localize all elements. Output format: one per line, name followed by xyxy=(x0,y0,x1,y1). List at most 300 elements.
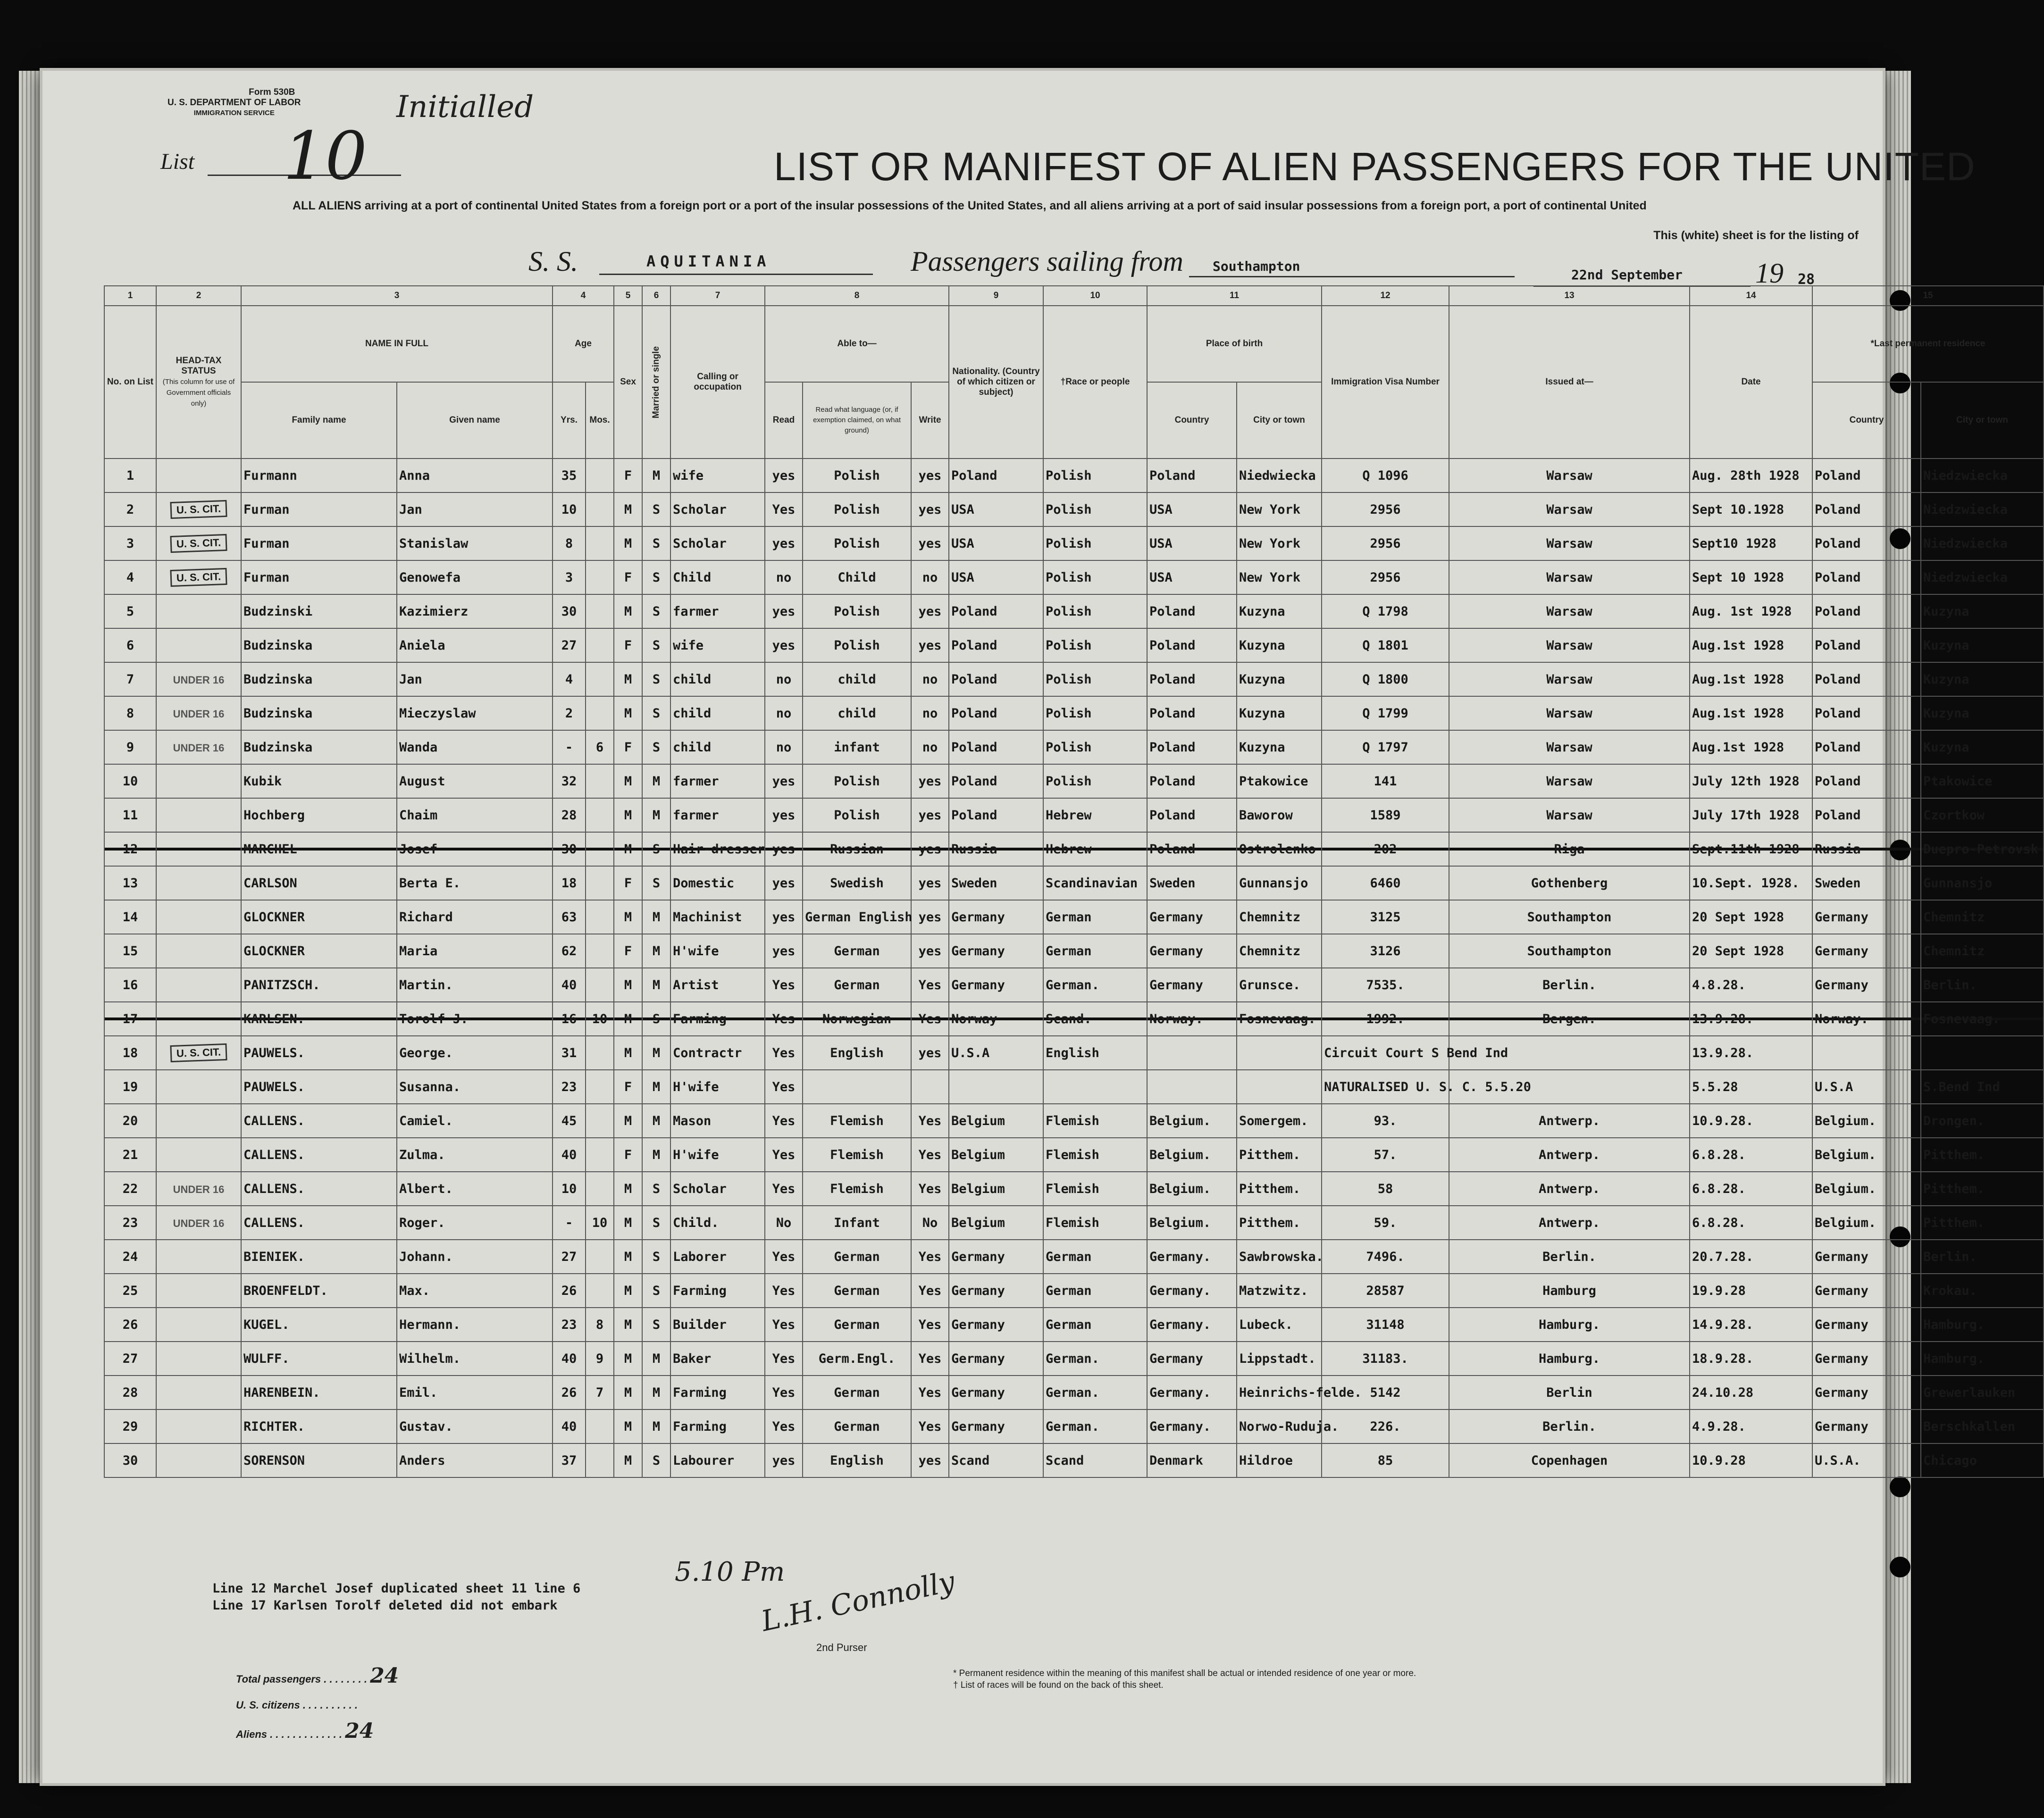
race: Hebrew xyxy=(1043,832,1147,866)
visa-date: 13.9.28. xyxy=(1690,1036,1812,1070)
can-read: Yes xyxy=(765,968,803,1002)
passenger-row xyxy=(104,1002,2044,1036)
col-age: Age xyxy=(553,306,614,382)
can-write: Yes xyxy=(911,1172,949,1206)
can-write: Yes xyxy=(911,1240,949,1274)
age-months: 9 xyxy=(586,1342,614,1376)
age-years: 45 xyxy=(553,1104,586,1138)
can-read: Yes xyxy=(765,1342,803,1376)
residence-city: Ptakowice xyxy=(1921,764,2044,798)
age-months xyxy=(586,968,614,1002)
age-months xyxy=(586,662,614,696)
passenger-row xyxy=(104,1138,2044,1172)
sex: M xyxy=(614,662,642,696)
given-name: Jan xyxy=(397,662,553,696)
marital-status: M xyxy=(642,798,670,832)
age-years: 40 xyxy=(553,1342,586,1376)
nationality: USA xyxy=(949,560,1043,594)
us-citizen-stamp: U. S. CIT. xyxy=(170,534,227,553)
birth-city: Ostrolenko xyxy=(1237,832,1322,866)
birth-city: Kuzyna xyxy=(1237,696,1322,730)
birth-country: Poland xyxy=(1147,764,1237,798)
marital-status: M xyxy=(642,1376,670,1409)
can-write: no xyxy=(911,560,949,594)
residence-city: Pitthem. xyxy=(1921,1206,2044,1240)
visa-date: 10.9.28 xyxy=(1690,1443,1812,1477)
nationality: Poland xyxy=(949,594,1043,628)
birth-city: Matzwitz. xyxy=(1237,1274,1322,1308)
head-tax-status xyxy=(156,1240,241,1274)
age-years: 62 xyxy=(553,934,586,968)
race: Polish xyxy=(1043,459,1147,492)
line-number: 22 xyxy=(104,1172,156,1206)
race xyxy=(1043,1070,1147,1104)
head-tax-status xyxy=(156,526,241,560)
can-read: Yes xyxy=(765,1409,803,1443)
under-16-stamp: UNDER 16 xyxy=(173,1217,225,1229)
birth-country: Germany. xyxy=(1147,1376,1237,1409)
head-tax-status xyxy=(156,696,241,730)
visa-number: 1992. xyxy=(1322,1002,1449,1036)
read-language: child xyxy=(803,696,911,730)
family-name: CALLENS. xyxy=(241,1104,397,1138)
sex: M xyxy=(614,764,642,798)
birth-country: Germany xyxy=(1147,968,1237,1002)
read-language: German xyxy=(803,1274,911,1308)
line-number: 4 xyxy=(104,560,156,594)
can-read: no xyxy=(765,696,803,730)
age-years: 35 xyxy=(553,459,586,492)
residence-country: Poland xyxy=(1812,560,1921,594)
visa-date: July 17th 1928 xyxy=(1690,798,1812,832)
can-write: Yes xyxy=(911,1274,949,1308)
passenger-row xyxy=(104,1240,2044,1274)
residence-country: Germany xyxy=(1812,1240,1921,1274)
age-years: - xyxy=(553,1206,586,1240)
passenger-row xyxy=(104,1104,2044,1138)
can-read: Yes xyxy=(765,1070,803,1104)
birth-country: Germany. xyxy=(1147,1274,1237,1308)
col-nationality: Nationality. (Country of which citizen or subject) xyxy=(949,306,1043,459)
sex: M xyxy=(614,1172,642,1206)
sex: M xyxy=(614,968,642,1002)
age-years: - xyxy=(553,730,586,764)
race: German xyxy=(1043,934,1147,968)
line-number: 5 xyxy=(104,594,156,628)
race: German. xyxy=(1043,1409,1147,1443)
read-language: Polish xyxy=(803,764,911,798)
read-language: German xyxy=(803,1409,911,1443)
age-months xyxy=(586,1274,614,1308)
can-read: Yes xyxy=(765,1308,803,1342)
visa-date: 10.Sept. 1928. xyxy=(1690,866,1812,900)
sex: F xyxy=(614,934,642,968)
read-language: Flemish xyxy=(803,1172,911,1206)
family-name: KUGEL. xyxy=(241,1308,397,1342)
occupation: Child. xyxy=(670,1206,765,1240)
occupation: H'wife xyxy=(670,934,765,968)
marital-status: S xyxy=(642,1308,670,1342)
occupation: farmer xyxy=(670,798,765,832)
visa-issued-at: Antwerp. xyxy=(1449,1206,1690,1240)
passenger-row xyxy=(104,1308,2044,1342)
passenger-row xyxy=(104,1172,2044,1206)
nationality: Belgium xyxy=(949,1172,1043,1206)
birth-country: Germany. xyxy=(1147,1409,1237,1443)
visa-issued-at: Warsaw xyxy=(1449,628,1690,662)
race: English xyxy=(1043,1036,1147,1070)
birth-city: Lippstadt. xyxy=(1237,1342,1322,1376)
can-read: yes xyxy=(765,900,803,934)
visa-date: July 12th 1928 xyxy=(1690,764,1812,798)
age-months: 10 xyxy=(586,1002,614,1036)
birth-country: USA xyxy=(1147,526,1237,560)
residence-country: Belgium. xyxy=(1812,1104,1921,1138)
given-name: August xyxy=(397,764,553,798)
age-years: 27 xyxy=(553,628,586,662)
occupation: Artist xyxy=(670,968,765,1002)
visa-date: 19.9.28 xyxy=(1690,1274,1812,1308)
sailing-label: Passengers sailing from xyxy=(911,246,1183,277)
nationality: Sweden xyxy=(949,866,1043,900)
col-able-to: Able to— xyxy=(765,306,949,382)
birth-country: Sweden xyxy=(1147,866,1237,900)
col-birth-country: Country xyxy=(1147,382,1237,459)
line-number: 25 xyxy=(104,1274,156,1308)
race: Scandinavian xyxy=(1043,866,1147,900)
family-name: PANITZSCH. xyxy=(241,968,397,1002)
residence-country: Poland xyxy=(1812,764,1921,798)
residence-city: Gunnansjo xyxy=(1921,866,2044,900)
occupation: wife xyxy=(670,459,765,492)
occupation: Baker xyxy=(670,1342,765,1376)
passenger-row xyxy=(104,594,2044,628)
residence-city: Kuzyna xyxy=(1921,628,2044,662)
birth-city: Niedwiecka xyxy=(1237,459,1322,492)
line-number: 27 xyxy=(104,1342,156,1376)
col-res-country: Country xyxy=(1812,382,1921,459)
nationality: Russia xyxy=(949,832,1043,866)
passenger-row xyxy=(104,1443,2044,1477)
occupation: Laborer xyxy=(670,1240,765,1274)
family-name: Budzinski xyxy=(241,594,397,628)
given-name: Hermann. xyxy=(397,1308,553,1342)
race: Polish xyxy=(1043,764,1147,798)
sex: M xyxy=(614,1376,642,1409)
visa-date: 20 Sept 1928 xyxy=(1690,934,1812,968)
port-underline xyxy=(1189,276,1515,277)
visa-date: 5.5.28 xyxy=(1690,1070,1812,1104)
residence-city: Hamburg. xyxy=(1921,1342,2044,1376)
age-years: 23 xyxy=(553,1070,586,1104)
nationality: USA xyxy=(949,492,1043,526)
family-name: PAUWELS. xyxy=(241,1036,397,1070)
head-tax-status xyxy=(156,492,241,526)
visa-date: 10.9.28. xyxy=(1690,1104,1812,1138)
service: IMMIGRATION SERVICE xyxy=(193,109,275,117)
nationality: Poland xyxy=(949,459,1043,492)
nationality: Poland xyxy=(949,662,1043,696)
sex: M xyxy=(614,1240,642,1274)
head-tax-status xyxy=(156,1070,241,1104)
family-name: Budzinska xyxy=(241,628,397,662)
passenger-row xyxy=(104,1376,2044,1409)
visa-issued-at: Antwerp. xyxy=(1449,1104,1690,1138)
birth-city: Kuzyna xyxy=(1237,730,1322,764)
year-prefix: 19 xyxy=(1755,258,1784,289)
read-language: Flemish xyxy=(803,1138,911,1172)
given-name: Martin. xyxy=(397,968,553,1002)
age-months xyxy=(586,628,614,662)
sex: M xyxy=(614,526,642,560)
residence-country: Germany xyxy=(1812,900,1921,934)
age-years: 40 xyxy=(553,1138,586,1172)
col-res-city: City or town xyxy=(1921,382,2044,459)
head-tax-status xyxy=(156,730,241,764)
line-number: 19 xyxy=(104,1070,156,1104)
residence-city: Kuzyna xyxy=(1921,594,2044,628)
us-citizen-stamp: U. S. CIT. xyxy=(170,1043,227,1062)
residence-city: Chemnitz xyxy=(1921,934,2044,968)
footnote-residence: * Permanent residence within the meaning of this manifest shall be actual or intended residence of one year or more. xyxy=(953,1668,1416,1678)
visa-issued-at: Copenhagen xyxy=(1449,1443,1690,1477)
visa-issued-at: Gothenberg xyxy=(1449,866,1690,900)
can-read: Yes xyxy=(765,1240,803,1274)
residence-country: Poland xyxy=(1812,459,1921,492)
sex: F xyxy=(614,459,642,492)
aliens-total: Aliens . . . . . . . . . . . . . 24 xyxy=(236,1719,374,1743)
visa-issued-at: Southampton xyxy=(1449,934,1690,968)
marital-status: M xyxy=(642,1342,670,1376)
visa-date: 24.10.28 xyxy=(1690,1376,1812,1409)
nationality: Norway xyxy=(949,1002,1043,1036)
head-tax-status xyxy=(156,1443,241,1477)
birth-city: Grunsce. xyxy=(1237,968,1322,1002)
residence-city: Kuzyna xyxy=(1921,662,2044,696)
passenger-row xyxy=(104,1070,2044,1104)
marital-status: M xyxy=(642,459,670,492)
passenger-row xyxy=(104,1274,2044,1308)
read-language: English xyxy=(803,1443,911,1477)
residence-country xyxy=(1812,1036,1921,1070)
read-language: Polish xyxy=(803,492,911,526)
line-number: 11 xyxy=(104,798,156,832)
marital-status: M xyxy=(642,1036,670,1070)
col-last-residence: *Last permanent residence xyxy=(1812,306,2044,382)
passenger-row xyxy=(104,1342,2044,1376)
residence-city: Niedzwiecka xyxy=(1921,560,2044,594)
residence-country: Poland xyxy=(1812,696,1921,730)
birth-city: Gunnansjo xyxy=(1237,866,1322,900)
col-visa: Immigration Visa Number xyxy=(1322,306,1449,459)
line-number: 2 xyxy=(104,492,156,526)
sex: F xyxy=(614,730,642,764)
visa-issued-at: Hamburg xyxy=(1449,1274,1690,1308)
birth-city: Hildroe xyxy=(1237,1443,1322,1477)
can-read: yes xyxy=(765,764,803,798)
visa-number: Q 1799 xyxy=(1322,696,1449,730)
birth-country: Poland xyxy=(1147,628,1237,662)
visa-issued-at: Berlin. xyxy=(1449,1240,1690,1274)
occupation: H'wife xyxy=(670,1138,765,1172)
birth-country: Poland xyxy=(1147,594,1237,628)
birth-country: Poland xyxy=(1147,662,1237,696)
passenger-row xyxy=(104,968,2044,1002)
marital-status: S xyxy=(642,628,670,662)
head-tax-status xyxy=(156,594,241,628)
can-read: yes xyxy=(765,866,803,900)
nationality: Germany xyxy=(949,900,1043,934)
can-write: no xyxy=(911,696,949,730)
age-months xyxy=(586,1104,614,1138)
sex: M xyxy=(614,1104,642,1138)
col-race: †Race or people xyxy=(1043,306,1147,459)
residence-city: Niedzwiecka xyxy=(1921,492,2044,526)
age-years: 8 xyxy=(553,526,586,560)
residence-country: Germany xyxy=(1812,1376,1921,1409)
nationality xyxy=(949,1070,1043,1104)
visa-number: 93. xyxy=(1322,1104,1449,1138)
time-annotation: 5.10 Pm xyxy=(675,1557,785,1587)
visa-date: 6.8.28. xyxy=(1690,1206,1812,1240)
col-write: Write xyxy=(911,382,949,459)
birth-country: Germany xyxy=(1147,1342,1237,1376)
residence-country: Belgium. xyxy=(1812,1138,1921,1172)
under-16-stamp: UNDER 16 xyxy=(173,742,225,754)
visa-issued-at: Antwerp. xyxy=(1449,1138,1690,1172)
race: German. xyxy=(1043,1376,1147,1409)
age-months xyxy=(586,1070,614,1104)
visa-date: Aug. 1st 1928 xyxy=(1690,594,1812,628)
visa-issued-at: Warsaw xyxy=(1449,730,1690,764)
can-write: Yes xyxy=(911,1138,949,1172)
race: Polish xyxy=(1043,492,1147,526)
head-tax-status xyxy=(156,662,241,696)
age-years: 32 xyxy=(553,764,586,798)
marital-status: S xyxy=(642,1240,670,1274)
family-name: PAUWELS. xyxy=(241,1070,397,1104)
occupation: Scholar xyxy=(670,492,765,526)
visa-number: 31148 xyxy=(1322,1308,1449,1342)
purser-label: 2nd Purser xyxy=(816,1642,867,1653)
can-write: yes xyxy=(911,798,949,832)
passenger-row xyxy=(104,1409,2044,1443)
occupation: child xyxy=(670,730,765,764)
read-language: Polish xyxy=(803,798,911,832)
col-family-name: Family name xyxy=(241,382,397,459)
visa-number: 31183. xyxy=(1322,1342,1449,1376)
binder-hole xyxy=(1890,1557,1910,1577)
head-tax-status xyxy=(156,459,241,492)
line-number: 20 xyxy=(104,1104,156,1138)
head-tax-status xyxy=(156,1104,241,1138)
birth-country: Germany xyxy=(1147,934,1237,968)
nationality: Germany xyxy=(949,1376,1043,1409)
nationality: Germany xyxy=(949,934,1043,968)
can-write: Yes xyxy=(911,1308,949,1342)
can-read: Yes xyxy=(765,1138,803,1172)
birth-country: Germany xyxy=(1147,900,1237,934)
manifest-table xyxy=(104,285,2044,1478)
can-read: yes xyxy=(765,628,803,662)
residence-city: Berlin. xyxy=(1921,968,2044,1002)
visa-number: Q 1801 xyxy=(1322,628,1449,662)
can-write xyxy=(911,1070,949,1104)
age-years: 40 xyxy=(553,1409,586,1443)
visa-date: Aug.1st 1928 xyxy=(1690,730,1812,764)
read-language: Swedish xyxy=(803,866,911,900)
nationality: Poland xyxy=(949,730,1043,764)
visa-issued-at: Southampton xyxy=(1449,900,1690,934)
paper-edge-left xyxy=(19,71,42,1783)
residence-country: Germany xyxy=(1812,934,1921,968)
can-write: yes xyxy=(911,1443,949,1477)
given-name: Emil. xyxy=(397,1376,553,1409)
occupation: Mason xyxy=(670,1104,765,1138)
occupation: Scholar xyxy=(670,526,765,560)
nationality: Germany xyxy=(949,1240,1043,1274)
marital-status: M xyxy=(642,1409,670,1443)
read-language: Germ.Engl. xyxy=(803,1342,911,1376)
marital-status: M xyxy=(642,1104,670,1138)
read-language: Russian xyxy=(803,832,911,866)
read-language: Infant xyxy=(803,1206,911,1240)
can-read: no xyxy=(765,560,803,594)
age-years: 23 xyxy=(553,1308,586,1342)
visa-date: 6.8.28. xyxy=(1690,1172,1812,1206)
given-name: Albert. xyxy=(397,1172,553,1206)
visa-number: NATURALISED U. S. C. 5.5.20 xyxy=(1322,1070,1449,1104)
age-months xyxy=(586,798,614,832)
can-write: yes xyxy=(911,459,949,492)
read-language: German xyxy=(803,1240,911,1274)
manifest-notes xyxy=(212,1580,580,1614)
nationality: Poland xyxy=(949,696,1043,730)
residence-country: Germany xyxy=(1812,1409,1921,1443)
sex: F xyxy=(614,1138,642,1172)
manifest-title: LIST OR MANIFEST OF ALIEN PASSENGERS FOR THE UNITED xyxy=(774,144,1976,189)
visa-number: Circuit Court S Bend Ind xyxy=(1322,1036,1449,1070)
residence-city: Chemnitz xyxy=(1921,900,2044,934)
age-months xyxy=(586,594,614,628)
head-tax-status xyxy=(156,1036,241,1070)
read-language: Norwegian xyxy=(803,1002,911,1036)
occupation: Farming xyxy=(670,1274,765,1308)
birth-city: Baworow xyxy=(1237,798,1322,832)
age-years: 18 xyxy=(553,866,586,900)
family-name: CALLENS. xyxy=(241,1138,397,1172)
age-months xyxy=(586,1138,614,1172)
head-tax-status xyxy=(156,832,241,866)
can-write: yes xyxy=(911,866,949,900)
sex: M xyxy=(614,1274,642,1308)
visa-date: 14.9.28. xyxy=(1690,1308,1812,1342)
visa-date: Sept 10.1928 xyxy=(1690,492,1812,526)
family-name: RICHTER. xyxy=(241,1409,397,1443)
residence-country: Norway. xyxy=(1812,1002,1921,1036)
head-tax-status xyxy=(156,1409,241,1443)
sex: M xyxy=(614,1206,642,1240)
marital-status: M xyxy=(642,1138,670,1172)
can-write: Yes xyxy=(911,1342,949,1376)
passenger-row xyxy=(104,764,2044,798)
age-years: 16 xyxy=(553,1002,586,1036)
residence-country: Poland xyxy=(1812,526,1921,560)
sex: M xyxy=(614,696,642,730)
visa-number: 85 xyxy=(1322,1443,1449,1477)
passenger-row xyxy=(104,798,2044,832)
footnote-races: † List of races will be found on the back of this sheet. xyxy=(953,1680,1164,1690)
